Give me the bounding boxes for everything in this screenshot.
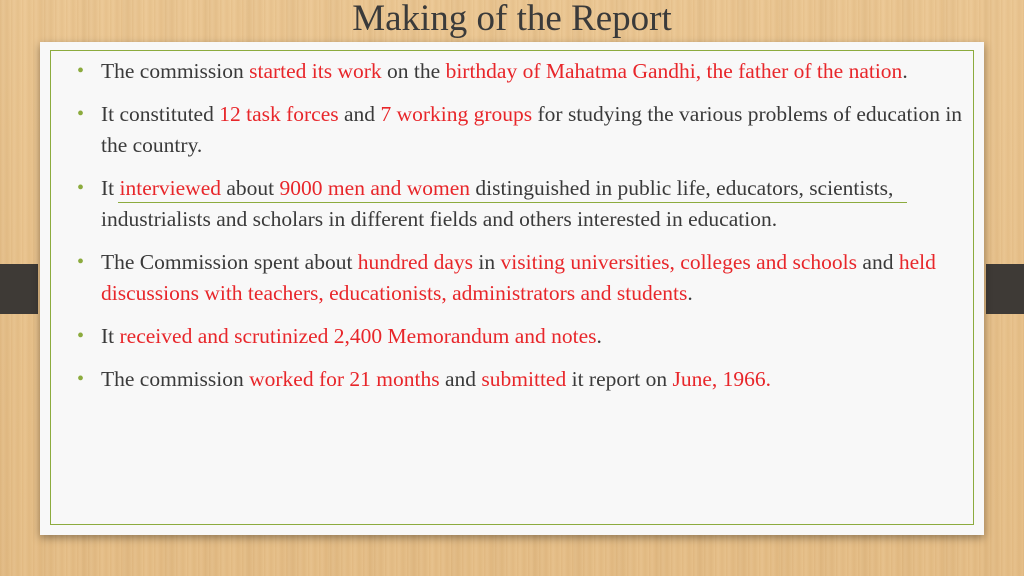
highlighted-text: submitted [481, 367, 567, 391]
bullet-list [75, 56, 965, 407]
highlighted-text: 7 working groups [380, 102, 533, 126]
bullet-text: . [687, 281, 693, 305]
bullet-item [75, 99, 965, 161]
left-edge-tab [0, 264, 38, 314]
bullet-text: on the [381, 59, 446, 83]
bullet-dot-icon: • [77, 103, 85, 125]
bullet-text: distinguished in public life, educators, scientists, industrialists and scholars in different fields and others interested in education. [101, 176, 894, 231]
bullet-text: and [439, 367, 482, 391]
bullet-text: It constituted [101, 102, 220, 126]
bullet-dot-icon: • [77, 325, 85, 347]
right-edge-tab [986, 264, 1024, 314]
bullet-text: in [473, 250, 501, 274]
highlighted-text: visiting universities, colleges and schools [500, 250, 858, 274]
bullet-text: It [101, 176, 120, 200]
highlighted-text: 9000 men and women [279, 176, 471, 200]
bullet-item [75, 321, 965, 352]
bullet-item [75, 364, 965, 395]
bullet-dot-icon: • [77, 177, 85, 199]
slide-title: Making of the Report [352, 0, 672, 39]
bullet-text: . [902, 59, 908, 83]
highlighted-text: worked for 21 months [249, 367, 440, 391]
bullet-item [75, 173, 965, 235]
bullet-dot-icon: • [77, 60, 85, 82]
bullet-text: it report on [566, 367, 673, 391]
bullet-dot-icon: • [77, 368, 85, 390]
highlighted-text: 12 task forces [219, 102, 339, 126]
bullet-text: The Commission spent about [101, 250, 358, 274]
highlighted-text: June, 1966. [672, 367, 772, 391]
highlighted-text: hundred days [357, 250, 474, 274]
bullet-text: The commission [101, 367, 250, 391]
highlighted-text: held discussions with teachers, educationists, administrators and students [101, 250, 936, 305]
bullet-text: about [221, 176, 280, 200]
highlighted-text: birthday of Mahatma Gandhi, the father of the nation [445, 59, 903, 83]
bullet-text: and [857, 250, 899, 274]
highlighted-text: interviewed [119, 176, 222, 200]
highlighted-text: started its work [249, 59, 382, 83]
bullet-text: and [338, 102, 381, 126]
bullet-item [75, 247, 965, 309]
bullet-text: for studying the various problems of education in the country. [101, 102, 963, 157]
bullet-text: . [596, 324, 602, 348]
bullet-text: The commission [101, 59, 250, 83]
highlighted-text: received and scrutinized 2,400 Memorandum and notes [119, 324, 597, 348]
bullet-item [75, 56, 965, 87]
bullet-text: It [101, 324, 120, 348]
bullet-dot-icon: • [77, 251, 85, 273]
